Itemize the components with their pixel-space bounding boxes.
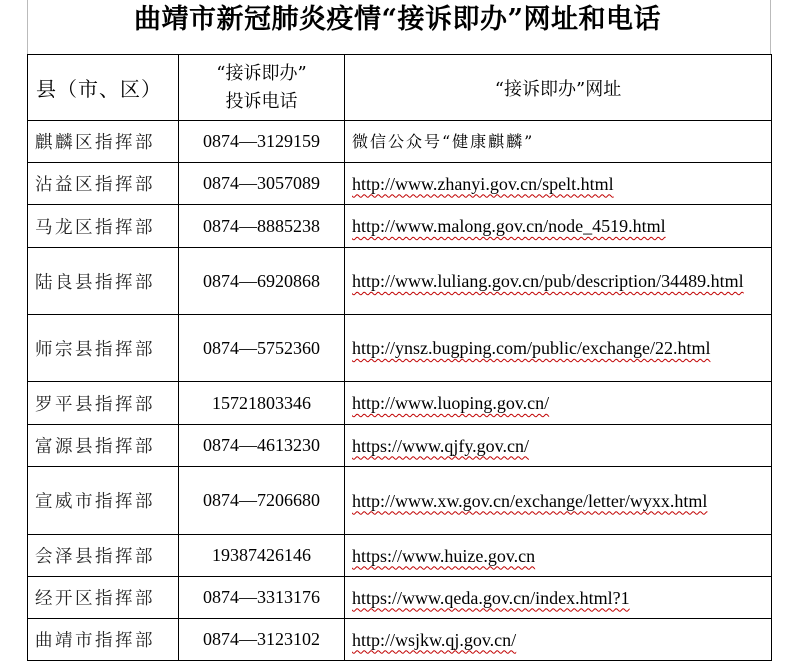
- header-phone-line1: “接诉即办”: [216, 62, 307, 84]
- url-cell: [345, 163, 772, 205]
- header-county: 县（市、区）: [28, 55, 179, 121]
- table-header-row: [28, 55, 772, 121]
- phone-cell: 0874—7206680: [179, 467, 345, 535]
- county-cell: 罗平县指挥部: [28, 382, 179, 425]
- table-row: [28, 163, 772, 205]
- url-link[interactable]: http://www.malong.gov.cn/node_4519.html: [352, 216, 666, 236]
- url-link[interactable]: http://ynsz.bugping.com/public/exchange/22.html: [352, 338, 711, 358]
- table-row: [28, 315, 772, 382]
- table-row: [28, 382, 772, 425]
- county-cell: 麒麟区指挥部: [28, 121, 179, 163]
- phone-cell: 0874—3129159: [179, 121, 345, 163]
- table-row: [28, 425, 772, 467]
- url-cell: [345, 619, 772, 661]
- county-cell: 陆良县指挥部: [28, 248, 179, 315]
- url-cell: [345, 248, 772, 315]
- table-row: [28, 535, 772, 577]
- url-cell: [345, 382, 772, 425]
- url-link[interactable]: http://www.xw.gov.cn/exchange/letter/wyxx.html: [352, 490, 708, 511]
- phone-cell: 0874—3313176: [179, 577, 345, 619]
- url-link[interactable]: https://www.qjfy.gov.cn/: [352, 435, 529, 456]
- url-cell: [345, 205, 772, 248]
- table-row: [28, 619, 772, 661]
- url-cell: [345, 121, 772, 163]
- table-row: [28, 205, 772, 248]
- url-link[interactable]: https://www.huize.gov.cn: [352, 545, 536, 566]
- phone-cell: 19387426146: [179, 535, 345, 577]
- phone-cell: 0874—8885238: [179, 205, 345, 248]
- url-cell: [345, 467, 772, 535]
- table-row: [28, 121, 772, 163]
- url-link[interactable]: http://www.luliang.gov.cn/pub/description/34489.html: [352, 271, 744, 291]
- page-title: 曲靖市新冠肺炎疫情“接诉即办”网址和电话: [133, 4, 662, 35]
- county-cell: 曲靖市指挥部: [28, 619, 179, 661]
- phone-cell: 0874—3057089: [179, 163, 345, 205]
- county-cell: 富源县指挥部: [28, 425, 179, 467]
- header-phone: [179, 55, 345, 121]
- county-cell: 经开区指挥部: [28, 577, 179, 619]
- url-link[interactable]: http://www.luoping.gov.cn/: [352, 393, 550, 413]
- table-row: [28, 577, 772, 619]
- url-link[interactable]: https://www.qeda.gov.cn/index.html?1: [352, 587, 630, 608]
- url-cell: [345, 535, 772, 577]
- county-cell: 会泽县指挥部: [28, 535, 179, 577]
- url-cell: [345, 425, 772, 467]
- table-row: [28, 248, 772, 315]
- url-cell: [345, 577, 772, 619]
- phone-cell: 0874—6920868: [179, 248, 345, 315]
- county-cell: 沾益区指挥部: [28, 163, 179, 205]
- phone-cell: 15721803346: [179, 382, 345, 425]
- county-cell: 师宗县指挥部: [28, 315, 179, 382]
- header-phone-line2: 投诉电话: [225, 90, 298, 112]
- wechat-account-text: 微信公众号“健康麒麟”: [352, 131, 535, 151]
- county-cell: 宣威市指挥部: [28, 467, 179, 535]
- table-row: [28, 467, 772, 535]
- phone-cell: 0874—5752360: [179, 315, 345, 382]
- county-cell: 马龙区指挥部: [28, 205, 179, 248]
- url-link[interactable]: http://www.zhanyi.gov.cn/spelt.html: [352, 173, 614, 194]
- header-url: “接诉即办”网址: [345, 55, 772, 121]
- phone-cell: 0874—4613230: [179, 425, 345, 467]
- url-link[interactable]: http://wsjkw.qj.gov.cn/: [352, 629, 517, 650]
- hotline-table: [27, 54, 772, 661]
- url-cell: [345, 315, 772, 382]
- phone-cell: 0874—3123102: [179, 619, 345, 661]
